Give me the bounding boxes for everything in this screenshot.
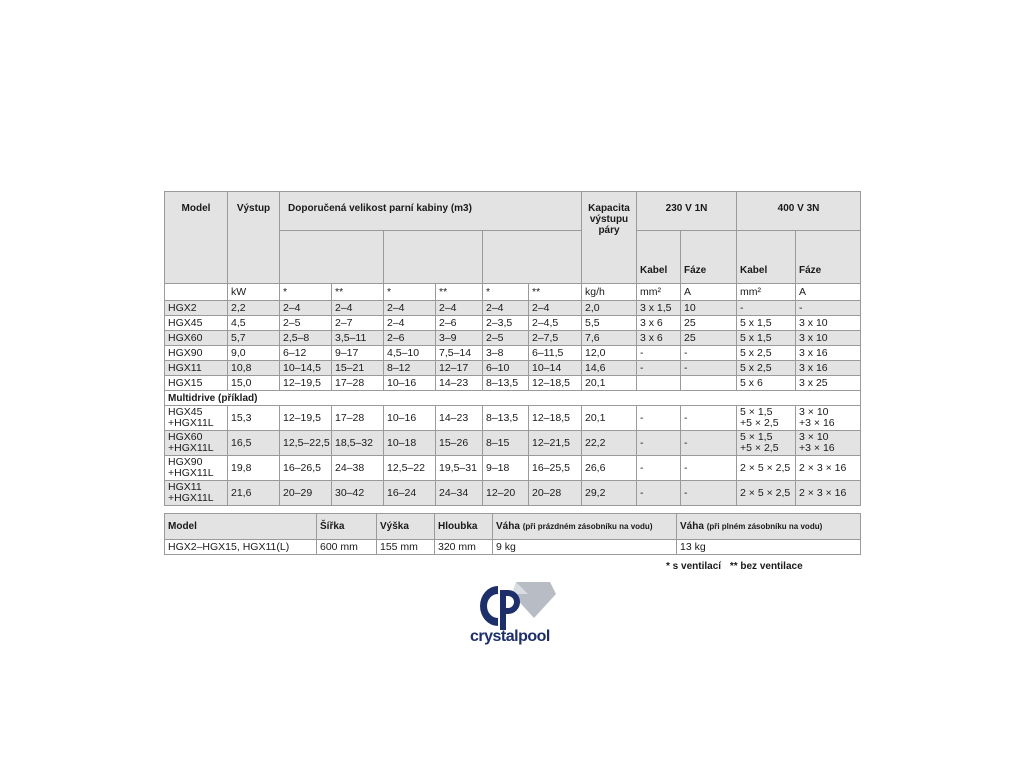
table-cell: 2–7	[332, 316, 384, 331]
units-cell: A	[796, 284, 861, 301]
table-cell: 18,5–32	[332, 431, 384, 456]
dim-weight-empty: 9 kg	[493, 540, 677, 555]
table-cell: 2 × 3 × 16	[796, 481, 861, 506]
table-cell: 6–10	[483, 361, 529, 376]
table-cell: 15,0	[228, 376, 280, 391]
table-cell: -	[637, 456, 681, 481]
units-row	[165, 284, 861, 301]
table-cell: 3 × 10 +3 × 16	[796, 406, 861, 431]
table-cell: 3 x 6	[637, 331, 681, 346]
table-cell: 3 x 6	[637, 316, 681, 331]
table-cell: -	[637, 406, 681, 431]
table-cell: 12–18,5	[529, 376, 582, 391]
table-cell: 16–24	[384, 481, 436, 506]
table-cell: 20–28	[529, 481, 582, 506]
header-cable-230: Kabel	[637, 231, 681, 284]
table-cell: 8–13,5	[483, 376, 529, 391]
table-cell: 2–4	[332, 301, 384, 316]
table-cell: 3 x 10	[796, 331, 861, 346]
dim-header-weight-empty	[493, 514, 677, 540]
table-cell: 12,5–22,5	[280, 431, 332, 456]
weight-empty-label: Váha	[496, 521, 520, 532]
table-cell: HGX15	[165, 376, 228, 391]
table-cell: 8–12	[384, 361, 436, 376]
table-cell: 17–28	[332, 376, 384, 391]
table-cell: 24–38	[332, 456, 384, 481]
units-cell: *	[384, 284, 436, 301]
table-cell: 17–28	[332, 406, 384, 431]
table-cell: 3,5–11	[332, 331, 384, 346]
table-cell: HGX90 +HGX11L	[165, 456, 228, 481]
header-capacity: Kapacita výstupu páry	[582, 192, 637, 284]
dimensions-table	[164, 513, 861, 555]
cabin-col-2	[384, 231, 483, 284]
table-row	[165, 346, 861, 361]
table-cell: 10,8	[228, 361, 280, 376]
units-cell: **	[529, 284, 582, 301]
dim-header-width: Šířka	[317, 514, 377, 540]
header-230v: 230 V 1N	[637, 192, 737, 231]
logo-c-shape	[480, 586, 498, 626]
table-cell: 9–17	[332, 346, 384, 361]
units-cell: **	[436, 284, 483, 301]
multidrive-row	[165, 391, 861, 406]
table-cell: 25	[681, 331, 737, 346]
table-cell: HGX90	[165, 346, 228, 361]
table-cell: 3 x 25	[796, 376, 861, 391]
dim-header-weight-full	[677, 514, 861, 540]
table-cell	[637, 376, 681, 391]
dim-weight-full: 13 kg	[677, 540, 861, 555]
table-row	[165, 456, 861, 481]
table-cell: 5 x 2,5	[737, 361, 796, 376]
table-cell: 8–13,5	[483, 406, 529, 431]
table-cell: 10	[681, 301, 737, 316]
table-cell: 2,2	[228, 301, 280, 316]
spec-body	[165, 301, 861, 391]
table-cell: 5,7	[228, 331, 280, 346]
table-cell: 10–16	[384, 406, 436, 431]
dim-width: 600 mm	[317, 540, 377, 555]
multidrive-body	[165, 406, 861, 506]
units-cell: *	[483, 284, 529, 301]
table-cell: HGX60	[165, 331, 228, 346]
table-cell: 9–18	[483, 456, 529, 481]
table-cell: 24–34	[436, 481, 483, 506]
table-cell: 12–21,5	[529, 431, 582, 456]
table-cell: 3–8	[483, 346, 529, 361]
table-cell: 2–4	[529, 301, 582, 316]
units-cell: mm²	[737, 284, 796, 301]
table-cell: -	[796, 301, 861, 316]
table-cell: HGX45 +HGX11L	[165, 406, 228, 431]
header-400v: 400 V 3N	[737, 192, 861, 231]
spec-table	[164, 191, 861, 506]
table-cell: 3 x 1,5	[637, 301, 681, 316]
table-cell: -	[681, 346, 737, 361]
table-cell: 12–17	[436, 361, 483, 376]
table-cell: 2–4	[280, 301, 332, 316]
logo-p-shape	[500, 590, 520, 630]
table-cell: 5,5	[582, 316, 637, 331]
table-cell: 2–4,5	[529, 316, 582, 331]
table-cell: 20–29	[280, 481, 332, 506]
logo-text: crystalpool	[470, 628, 550, 645]
table-cell: -	[681, 431, 737, 456]
table-cell: 2–3,5	[483, 316, 529, 331]
units-cell	[165, 284, 228, 301]
table-cell: 2–6	[436, 316, 483, 331]
table-cell: 15–21	[332, 361, 384, 376]
table-cell: -	[637, 431, 681, 456]
table-cell: 5 × 1,5 +5 × 2,5	[737, 406, 796, 431]
table-cell: 15–26	[436, 431, 483, 456]
table-cell: 14–23	[436, 406, 483, 431]
table-cell: 2–4	[436, 301, 483, 316]
table-cell: 10–16	[384, 376, 436, 391]
cabin-col-3	[483, 231, 582, 284]
table-cell: 6–11,5	[529, 346, 582, 361]
table-row	[165, 301, 861, 316]
table-cell	[681, 376, 737, 391]
table-cell: -	[681, 406, 737, 431]
table-cell: 20,1	[582, 406, 637, 431]
header-model: Model	[165, 192, 228, 284]
table-cell: 15,3	[228, 406, 280, 431]
units-cell: A	[681, 284, 737, 301]
table-cell: 3 × 10 +3 × 16	[796, 431, 861, 456]
legend-no-vent: ** bez ventilace	[729, 561, 803, 572]
table-cell: 2 × 5 × 2,5	[737, 481, 796, 506]
table-cell: HGX2	[165, 301, 228, 316]
weight-empty-note: (při prázdném zásobníku na vodu)	[522, 522, 653, 531]
dim-header-height: Výška	[377, 514, 435, 540]
table-cell: 25	[681, 316, 737, 331]
table-cell: -	[637, 346, 681, 361]
table-cell: 2–5	[280, 316, 332, 331]
table-cell: 2 × 5 × 2,5	[737, 456, 796, 481]
dim-header-model: Model	[165, 514, 317, 540]
table-cell: 30–42	[332, 481, 384, 506]
legend-vent: * s ventilací	[666, 561, 722, 572]
table-cell: 12–19,5	[280, 406, 332, 431]
table-cell: 5 x 2,5	[737, 346, 796, 361]
table-cell: 16–25,5	[529, 456, 582, 481]
table-cell: 5 x 1,5	[737, 316, 796, 331]
table-cell: 2–4	[384, 316, 436, 331]
table-row	[165, 361, 861, 376]
table-cell: 8–15	[483, 431, 529, 456]
table-cell: 2,5–8	[280, 331, 332, 346]
table-cell: 5 x 1,5	[737, 331, 796, 346]
header-cable-400: Kabel	[737, 231, 796, 284]
table-cell: 20,1	[582, 376, 637, 391]
table-cell: -	[637, 361, 681, 376]
table-cell: 3 x 16	[796, 346, 861, 361]
table-row	[165, 316, 861, 331]
spec-header-row	[165, 192, 861, 231]
table-row	[165, 431, 861, 456]
header-output: Výstup	[228, 192, 280, 284]
table-cell: 9,0	[228, 346, 280, 361]
weight-full-note: (při plném zásobníku na vodu)	[706, 522, 823, 531]
table-cell: 22,2	[582, 431, 637, 456]
table-cell: HGX45	[165, 316, 228, 331]
table-cell: 2 × 3 × 16	[796, 456, 861, 481]
units-cell: kg/h	[582, 284, 637, 301]
dim-height: 155 mm	[377, 540, 435, 555]
table-cell: 4,5	[228, 316, 280, 331]
table-cell: 3 x 10	[796, 316, 861, 331]
table-cell: 10–14	[529, 361, 582, 376]
multidrive-label: Multidrive (příklad)	[165, 391, 861, 406]
table-cell: -	[681, 481, 737, 506]
table-cell: HGX11	[165, 361, 228, 376]
table-cell: 14,6	[582, 361, 637, 376]
units-cell: kW	[228, 284, 280, 301]
table-cell: 19,5–31	[436, 456, 483, 481]
table-cell: 3 x 16	[796, 361, 861, 376]
units-cell: **	[332, 284, 384, 301]
weight-full-label: Váha	[680, 521, 704, 532]
header-cabin-size: Doporučená velikost parní kabiny (m3)	[280, 192, 582, 231]
table-cell: 2–4	[384, 301, 436, 316]
dim-data-row	[165, 540, 861, 555]
table-cell: -	[681, 456, 737, 481]
table-cell: 10–14,5	[280, 361, 332, 376]
table-cell: HGX60 +HGX11L	[165, 431, 228, 456]
table-cell: 4,5–10	[384, 346, 436, 361]
table-cell: 21,6	[228, 481, 280, 506]
table-row	[165, 481, 861, 506]
header-phase-230: Fáze	[681, 231, 737, 284]
table-cell: 10–18	[384, 431, 436, 456]
table-cell: -	[681, 361, 737, 376]
table-cell: HGX11 +HGX11L	[165, 481, 228, 506]
dim-header-depth: Hloubka	[435, 514, 493, 540]
table-cell: 12,5–22	[384, 456, 436, 481]
dim-model: HGX2–HGX15, HGX11(L)	[165, 540, 317, 555]
table-cell: 7,6	[582, 331, 637, 346]
table-cell: 16–26,5	[280, 456, 332, 481]
table-cell: 5 x 6	[737, 376, 796, 391]
table-cell: 12–18,5	[529, 406, 582, 431]
dim-depth: 320 mm	[435, 540, 493, 555]
table-cell: 2,0	[582, 301, 637, 316]
table-cell: 6–12	[280, 346, 332, 361]
units-cell: *	[280, 284, 332, 301]
table-cell: -	[637, 481, 681, 506]
table-cell: 16,5	[228, 431, 280, 456]
units-cell: mm²	[637, 284, 681, 301]
table-cell: 7,5–14	[436, 346, 483, 361]
table-row	[165, 406, 861, 431]
table-cell: 26,6	[582, 456, 637, 481]
table-cell: 29,2	[582, 481, 637, 506]
table-cell: 2–7,5	[529, 331, 582, 346]
table-cell: 12–19,5	[280, 376, 332, 391]
dim-header-row	[165, 514, 861, 540]
table-cell: 2–4	[483, 301, 529, 316]
table-row	[165, 376, 861, 391]
table-cell: 12–20	[483, 481, 529, 506]
table-cell: 2–5	[483, 331, 529, 346]
cabin-col-1	[280, 231, 384, 284]
header-phase-400: Fáze	[796, 231, 861, 284]
table-cell: 5 × 1,5 +5 × 2,5	[737, 431, 796, 456]
table-row	[165, 331, 861, 346]
table-cell: -	[737, 301, 796, 316]
legend	[660, 561, 803, 572]
table-cell: 3–9	[436, 331, 483, 346]
table-cell: 12,0	[582, 346, 637, 361]
table-cell: 2–6	[384, 331, 436, 346]
table-cell: 19,8	[228, 456, 280, 481]
table-cell: 14–23	[436, 376, 483, 391]
